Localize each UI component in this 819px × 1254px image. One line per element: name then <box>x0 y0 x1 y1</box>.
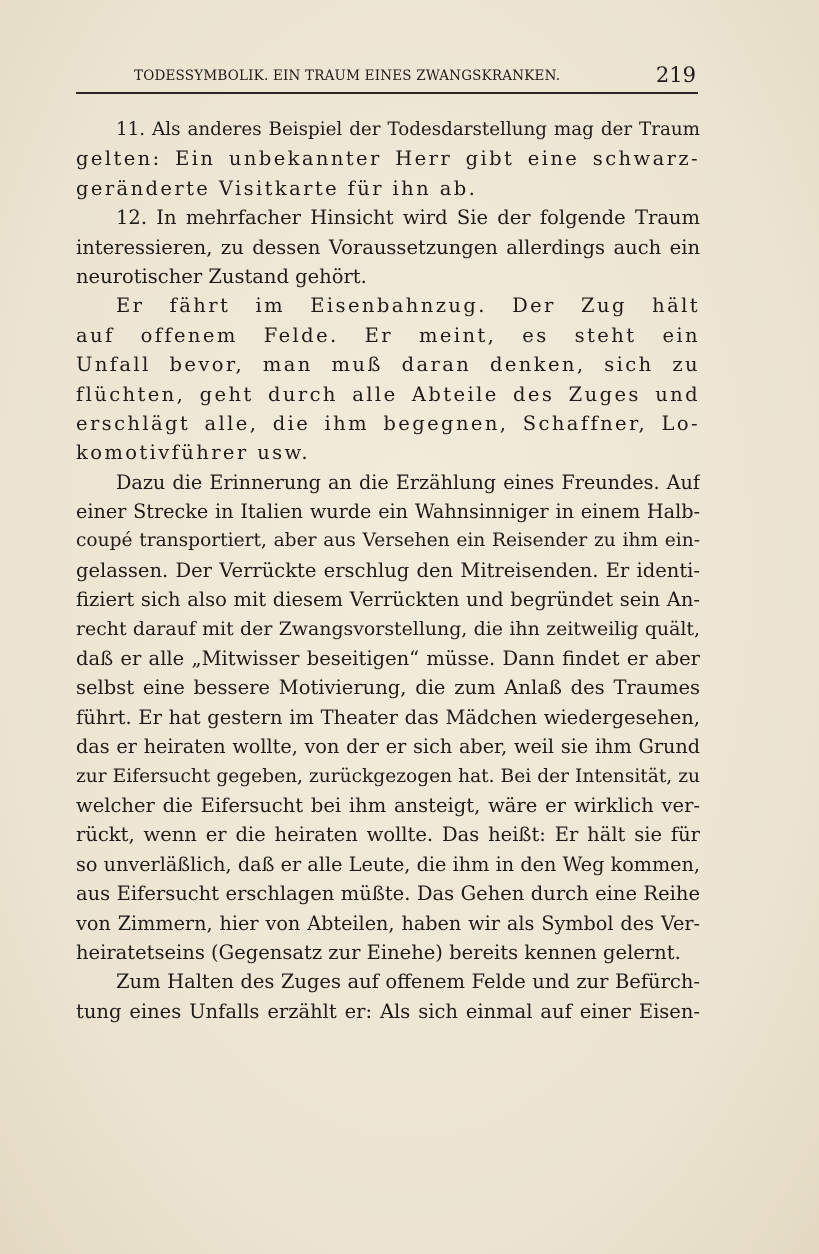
text-line: aus Eifersucht erschlagen müßte. Das Gehen durch eine Reihe <box>76 882 700 906</box>
text-line: das er heiraten wollte, von der er sich aber, weil sie ihm Grund <box>76 735 700 759</box>
text-line: daß er alle „Mitwisser beseitigen“ müsse. Dann findet er aber <box>76 647 700 671</box>
text-line: Unfall bevor, man muß daran denken, sich zu <box>76 353 700 377</box>
text-line: zur Eifersucht gegeben, zurückgezogen hat. Bei der Intensität, zu <box>76 765 700 787</box>
text-line: 12. In mehrfacher Hinsicht wird Sie der folgende Traum <box>116 206 700 230</box>
text-line: auf offenem Felde. Er meint, es steht ein <box>76 323 700 347</box>
text-line: geränderte Visitkarte für ihn ab. <box>76 176 478 200</box>
text-line: interessieren, zu dessen Voraussetzungen allerdings auch ein <box>76 235 700 259</box>
text-line: neurotischer Zustand gehört. <box>76 264 367 288</box>
text-line: gelassen. Der Verrückte erschlug den Mitreisenden. Er identi- <box>76 558 700 582</box>
text-line: coupé transportiert, aber aus Versehen ein Reisender zu ihm ein- <box>76 530 700 552</box>
text-line: flüchten, geht durch alle Abteile des Zuges und <box>76 382 700 406</box>
text-line: so unverläßlich, daß er alle Leute, die ihm in den Weg kommen, <box>76 852 700 876</box>
text-line: welcher die Eifersucht bei ihm ansteigt, wäre er wirklich ver- <box>76 793 700 817</box>
text-line: heiratetseins (Gegensatz zur Einehe) bereits kennen gelernt. <box>76 940 681 964</box>
text-line: recht darauf mit der Zwangsvorstellung, die ihn zeitweilig quält, <box>76 617 700 640</box>
text-line: führt. Er hat gestern im Theater das Mädchen wiedergesehen, <box>76 705 700 729</box>
text-line: Er fährt im Eisenbahnzug. Der Zug hält <box>116 294 700 318</box>
text-line: fiziert sich also mit diesem Verrückten und begründet sein An- <box>76 588 700 612</box>
text-line: 11. Als anderes Beispiel der Todesdarstellung mag der Traum <box>116 119 700 140</box>
text-line: rückt, wenn er die heiraten wollte. Das heißt: Er hält sie für <box>76 823 700 847</box>
text-line: erschlägt alle, die ihm begegnen, Schaffner, Lo- <box>76 411 700 435</box>
running-head <box>76 62 698 90</box>
text-line: komotivführer usw. <box>76 441 310 465</box>
text-line: Zum Halten des Zuges auf offenem Felde und zur Befürch- <box>116 970 700 994</box>
running-title: TODESSYMBOLIK. EIN TRAUM EINES ZWANGSKRANKEN. <box>134 68 561 84</box>
header-rule <box>76 92 698 94</box>
text-line: von Zimmern, hier von Abteilen, haben wir als Symbol des Ver- <box>76 911 700 935</box>
text-line: gelten: Ein unbekannter Herr gibt eine schwarz- <box>76 147 700 171</box>
text-line: tung eines Unfalls erzählt er: Als sich einmal auf einer Eisen- <box>76 999 700 1023</box>
page-number: 219 <box>655 63 696 87</box>
text-line: einer Strecke in Italien wurde ein Wahnsinniger in einem Halb- <box>76 500 700 524</box>
text-line: Dazu die Erinnerung an die Erzählung eines Freundes. Auf <box>116 470 700 494</box>
body-text <box>76 115 700 1026</box>
text-line: selbst eine bessere Motivierung, die zum Anlaß des Traumes <box>76 676 700 700</box>
